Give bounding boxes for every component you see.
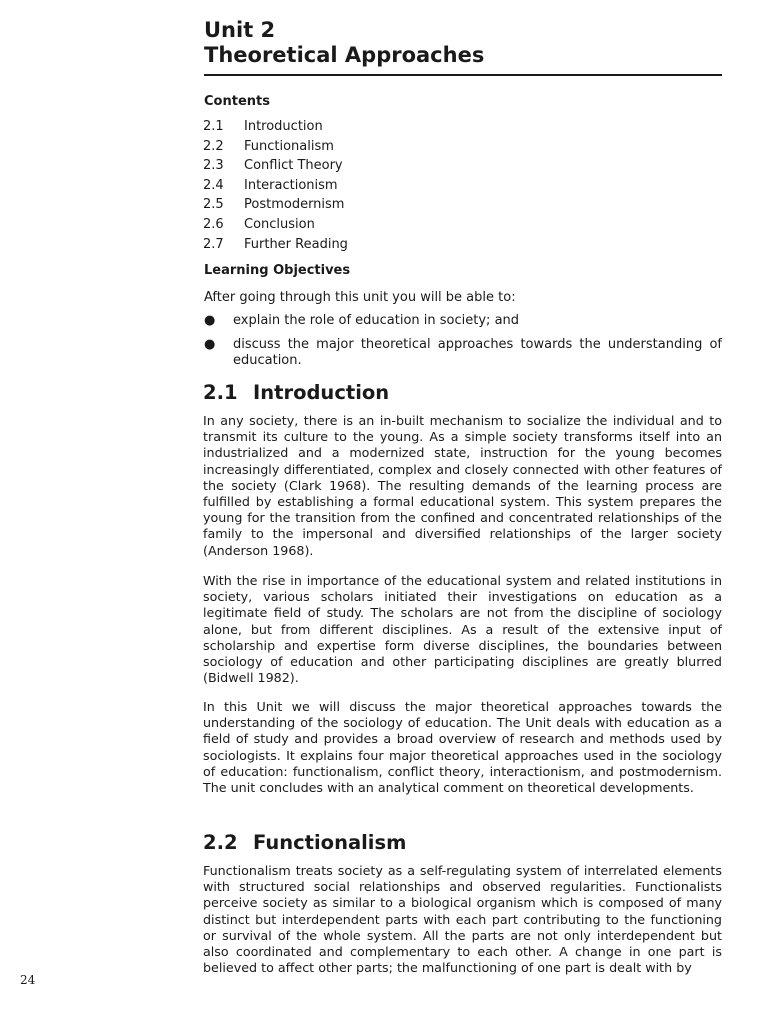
toc-item-number: 2.4 <box>203 177 224 193</box>
toc-item-label: Conflict Theory <box>244 158 343 174</box>
list-item <box>204 313 722 330</box>
toc-item <box>203 137 348 157</box>
paragraph: In this Unit we will discuss the major theoretical approaches towards the understanding of the sociology of education. The Unit deals with education as a field of study and provides a broad overview of research and methods used by sociologists. It explains four major theoretical approaches used in the sociology of education: functionalism, conflict theory, interactionism, and postmodernism. The unit concludes with an analytical comment on theoretical developments. <box>203 699 722 796</box>
toc-item-number: 2.5 <box>203 197 224 213</box>
toc-item-label: Interactionism <box>244 177 338 193</box>
toc-item-label: Introduction <box>244 119 323 134</box>
bullet-icon: ● <box>204 336 216 352</box>
paragraph: In any society, there is an in-built mechanism to socialize the individual and to transmit its culture to the young. As a simple society transforms itself into an industrialized and a modernized state, instruction for the young becomes increasingly differentiated, complex and closely connected with other features of the society (Clark 1968). The resulting demands of the learning process are fulfilled by establishing a formal educational system. This system prepares the young for the transition from the confined and concentrated relationships of the family to the impersonal and diversified relationships of the larger society (Anderson 1968). <box>203 413 722 558</box>
toc-item-number: 2.6 <box>203 216 224 232</box>
table-of-contents <box>203 117 348 254</box>
toc-item-label: Postmodernism <box>244 197 345 213</box>
section-title: Functionalism <box>253 831 407 854</box>
learning-objectives-intro: After going through this unit you will be able to: <box>204 290 516 305</box>
unit-title: Unit 2 <box>204 18 276 42</box>
section-heading-functionalism <box>203 831 406 855</box>
toc-item <box>203 117 348 137</box>
section-heading-introduction <box>203 381 389 405</box>
bullet-icon: ● <box>204 313 216 328</box>
section-title: Introduction <box>253 381 390 404</box>
section-number: 2.1 <box>203 381 238 404</box>
toc-item-label: Conclusion <box>244 216 315 232</box>
learning-objectives-list <box>204 313 722 377</box>
contents-heading: Contents <box>204 94 270 109</box>
header-divider <box>204 74 722 76</box>
toc-item-number: 2.7 <box>203 236 224 252</box>
paragraph: With the rise in importance of the educational system and related institutions in society, various scholars initiated their investigations on education as a legitimate field of study. The scholars are not from the discipline of sociology alone, but from different disciplines. As a result of the extensive input of scholarship and expertise form diverse disciplines, the boundaries between sociology of education and other participating disciplines are greatly blurred (Bidwell 1982). <box>203 573 722 686</box>
toc-item <box>203 215 348 235</box>
toc-item <box>203 195 348 215</box>
toc-item-label: Functionalism <box>244 138 334 154</box>
list-item-text: discuss the major theoretical approaches towards the understanding of education. <box>233 336 722 368</box>
list-item-text: explain the role of education in society; and <box>233 313 520 328</box>
list-item <box>204 337 722 370</box>
toc-item-number: 2.3 <box>203 158 224 174</box>
toc-item <box>203 156 348 176</box>
learning-objectives-heading: Learning Objectives <box>204 263 351 278</box>
section-number: 2.2 <box>203 831 238 854</box>
unit-subtitle: Theoretical Approaches <box>204 43 485 67</box>
toc-item-number: 2.1 <box>203 119 224 134</box>
toc-item <box>203 235 348 255</box>
unit-header <box>204 18 722 68</box>
toc-item-label: Further Reading <box>244 236 348 252</box>
toc-item <box>203 176 348 196</box>
paragraph: Functionalism treats society as a self-regulating system of interrelated elements with structured social relationships and observed regularities. Functionalists perceive society as similar to a biological organism which is composed of many distinct but interdependent parts with each part contributing to the functioning or survival of the whole system. All the parts are not only interdependent but also coordinated and complementary to each other. A change in one part is believed to affect other parts; the malfunctioning of one part is dealt with by <box>203 863 722 976</box>
page-number: 24 <box>20 973 36 987</box>
toc-item-number: 2.2 <box>203 138 224 154</box>
